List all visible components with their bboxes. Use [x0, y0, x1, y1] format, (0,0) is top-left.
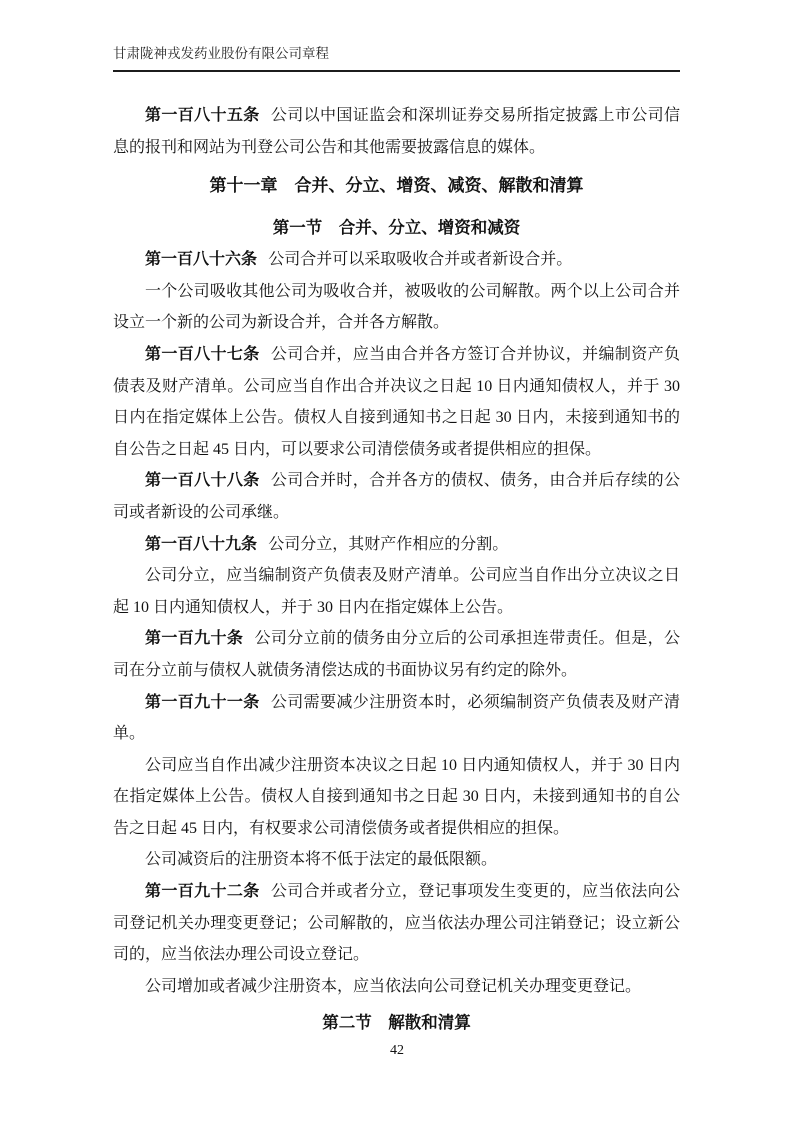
document-header-title: 甘肃陇神戎发药业股份有限公司章程	[113, 44, 680, 72]
section-heading: 第一节 合并、分立、增资和减资	[272, 218, 521, 238]
article-text: 公司分立，其财产作相应的分割。	[268, 535, 509, 553]
body-paragraph: 公司应当自作出减少注册资本决议之日起 10 日内通知债权人，并于 30 日内在指定媒体上公告。债权人自接到通知书之日起 30 日内，未接到通知书的自公告之日起 45 日内，有权要求公司清偿债务或者提供相应的担保。	[113, 756, 680, 837]
article-number: 第一百八十九条	[145, 535, 258, 553]
article-text: 公司合并时，合并各方的债权、债务，由合并后存续的公司或者新设的公司承继。	[113, 472, 680, 521]
body-paragraph: 公司增加或者减少注册资本，应当依法向公司登记机关办理变更登记。	[145, 977, 642, 995]
body-paragraph: 公司减资后的注册资本将不低于法定的最低限额。	[145, 851, 498, 869]
article-paragraph	[113, 529, 680, 561]
document-body	[113, 100, 680, 1039]
article-paragraph	[113, 876, 680, 971]
article-paragraph	[113, 623, 680, 686]
article-number: 第一百八十六条	[145, 251, 258, 269]
article-number: 第一百八十五条	[145, 107, 260, 124]
body-paragraph: 公司分立，应当编制资产负债表及财产清单。公司应当自作出分立决议之日起 10 日内通知债权人，并于 30 日内在指定媒体上公告。	[113, 567, 680, 616]
article-paragraph	[113, 244, 680, 276]
page-number: 42	[390, 1043, 404, 1058]
article-text: 公司分立前的债务由分立后的公司承担连带责任。但是，公司在分立前与债权人就债务清偿达成的书面协议另有约定的除外。	[113, 630, 680, 679]
body-paragraph: 一个公司吸收其他公司为吸收合并，被吸收的公司解散。两个以上公司合并设立一个新的公司为新设合并，合并各方解散。	[113, 282, 680, 332]
article-text: 公司合并或者分立，登记事项发生变更的，应当依法向公司登记机关办理变更登记；公司解散的，应当依法办理公司注销登记；设立新公司的，应当依法办理公司设立登记。	[113, 883, 680, 964]
article-number: 第一百八十七条	[145, 345, 260, 363]
article-paragraph	[113, 465, 680, 528]
article-number: 第一百九十一条	[145, 693, 260, 711]
article-text: 公司合并可以采取吸收合并或者新设合并。	[268, 251, 573, 269]
article-number: 第一百九十二条	[145, 883, 260, 901]
article-number: 第一百九十条	[145, 630, 244, 648]
article-text: 公司合并，应当由合并各方签订合并协议，并编制资产负债表及财产清单。公司应当自作出合并决议之日起 10 日内通知债权人，并于 30 日内在指定媒体上公告。债权人自接到通知书之日起 30 日内，未接到通知书的自公告之日起 45 日内，可以要求公司清偿债务或者提供相应的担保。	[113, 345, 680, 458]
section-heading: 第二节 解散和清算	[322, 1013, 471, 1033]
chapter-heading: 第十一章 合并、分立、增资、减资、解散和清算	[209, 176, 584, 196]
article-paragraph	[113, 100, 680, 163]
article-text: 公司需要减少注册资本时，必须编制资产负债表及财产清单。	[113, 693, 680, 743]
article-paragraph	[113, 687, 680, 750]
article-text: 公司以中国证监会和深圳证券交易所指定披露上市公司信息的报刊和网站为刊登公司公告和其他需要披露信息的媒体。	[113, 107, 680, 156]
article-number: 第一百八十八条	[145, 472, 260, 490]
article-paragraph	[113, 339, 680, 465]
